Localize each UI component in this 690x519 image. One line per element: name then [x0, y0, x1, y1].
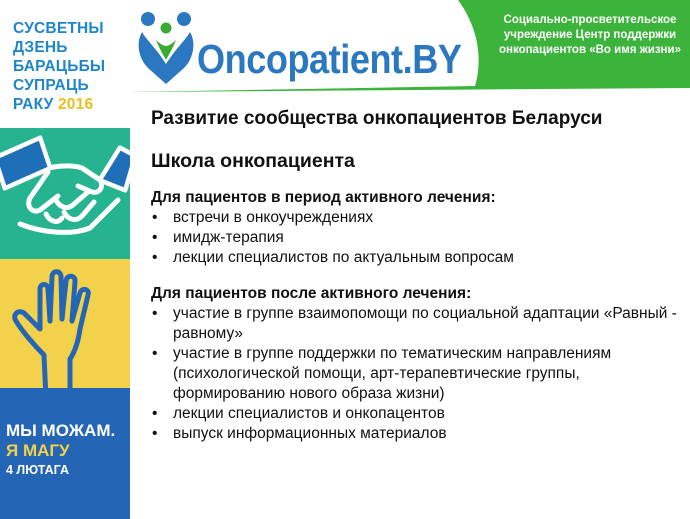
campaign-title — [0, 0, 130, 128]
handshake-icon — [0, 128, 130, 259]
page-subtitle: Школа онкопациента — [151, 150, 355, 172]
slogan-line-highlight: Я МАГУ — [6, 441, 70, 460]
list-item: • лекции специалистов и онкопацентов — [151, 404, 681, 424]
campaign-line: СУПРАЦЬ — [13, 77, 89, 94]
slogan-panel — [0, 388, 130, 519]
main-content — [151, 107, 681, 444]
section-heading: Для пациентов после активного лечения: — [151, 285, 472, 302]
family-heart-logo-icon — [134, 8, 200, 86]
list-item: • выпуск информационных материалов — [151, 424, 681, 444]
section-active-treatment — [151, 188, 681, 268]
raised-hand-panel — [0, 259, 130, 388]
raised-hand-icon — [0, 259, 130, 388]
handshake-panel — [0, 128, 130, 259]
campaign-line: СУСВЕТНЫ — [13, 20, 104, 37]
list-item: • встречи в онкоучреждениях — [151, 208, 681, 228]
campaign-year: 2016 — [57, 96, 94, 113]
organization-name: Социально-просветительское учреждение Центр поддержки онкопациентов «Во имя жизни» — [499, 14, 681, 56]
campaign-sidebar — [0, 0, 130, 519]
page-title: Развитие сообщества онкопациентов Беларуси — [151, 108, 603, 129]
list-item: • имидж-терапия — [151, 228, 681, 248]
slogan-date: 4 ЛЮТАГА — [6, 463, 69, 477]
section-heading: Для пациентов в период активного лечения: — [151, 189, 496, 206]
section-after-treatment — [151, 284, 681, 444]
campaign-line-year — [13, 95, 130, 114]
list-item: • лекции специалистов по актуальным вопросам — [151, 248, 681, 268]
list-item: • участие в группе взаимопомощи по социальной адаптации «Равный - равному» — [151, 304, 681, 344]
slogan-line: МЫ МОЖАМ. — [6, 421, 116, 440]
list-item: • участие в группе поддержки по тематическим направлениям (психологической помощи, арт-терапевтические группы, формированию нового образа жизни) — [151, 344, 681, 404]
bullet-list — [151, 304, 681, 444]
campaign-last-word: РАКУ — [13, 96, 54, 113]
header-band — [130, 0, 690, 92]
campaign-line: ДЗЕНЬ — [13, 39, 68, 56]
campaign-line: БАРАЦЬБЫ — [13, 58, 106, 75]
logo-text: Oncopatient.BY — [197, 36, 462, 82]
bullet-list — [151, 208, 681, 268]
